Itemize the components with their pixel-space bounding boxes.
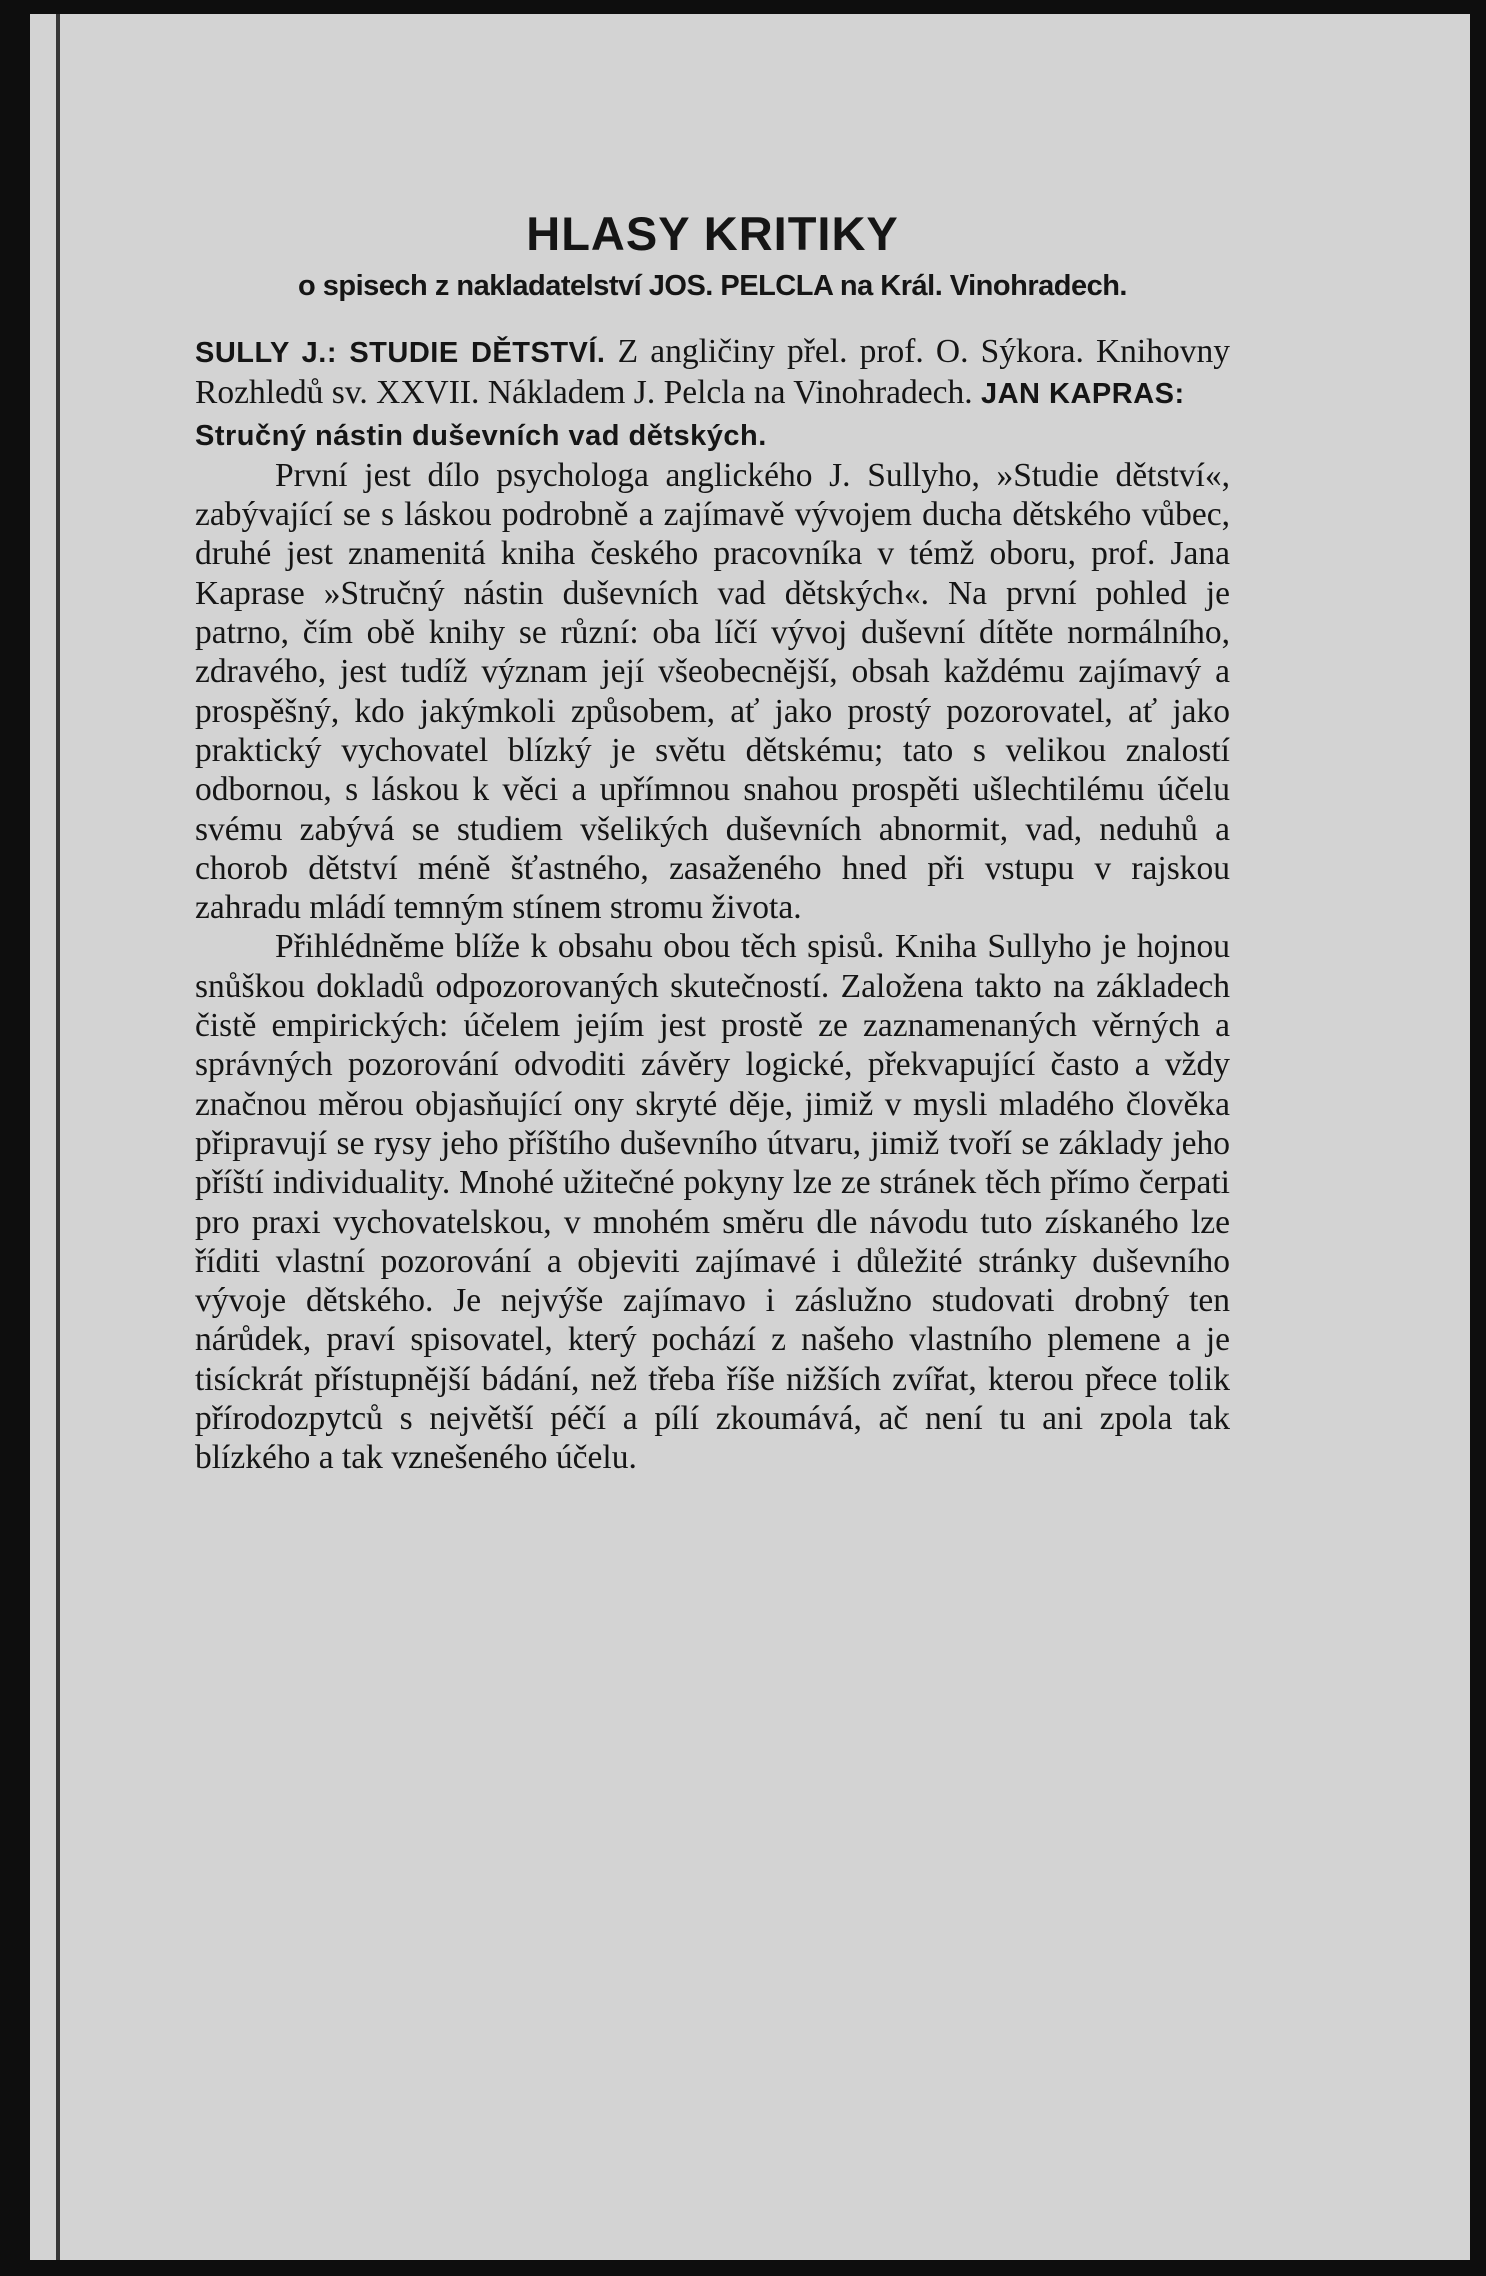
review-entry-heading <box>195 332 1230 456</box>
page-content <box>195 204 1230 1478</box>
entry-bibliography: Z angličiny přel. prof. O. Sýkora. Knihovny Rozhledů sv. XXVII. Nákladem J. Pelcla na Vinohradech. <box>195 333 1230 412</box>
scanned-page <box>30 14 1470 2260</box>
entry-author-work: SULLY J.: STUDIE DĚTSTVÍ. <box>195 337 606 369</box>
binding-edge <box>56 14 60 2260</box>
entry-second-title: Stručný nástin duševních vad dětských. <box>195 419 767 452</box>
page-title: HLASY KRITIKY <box>526 207 899 260</box>
entry-second-author: JAN KAPRAS: <box>980 378 1185 411</box>
body-paragraph: První jest dílo psychologa anglického J. Sullyho, »Studie dětství«, zabývající se s láskou podrobně a zajímavě vývojem ducha dětského vůbec, druhé jest znamenitá kniha českého pracovníka v témž oboru, prof. Jana Kaprase »Stručný nástin duševních vad dětských«. Na první pohled je patrno, čím obě knihy se různí: oba líčí vývoj duševní dítěte normálního, zdravého, jest tudíž význam její všeobecnější, obsah každému zajímavý a prospěšný, kdo jakýmkoli způsobem, ať jako prostý pozorovatel, ať jako praktický vychovatel blízký je světu dětskému; tato s velikou znalostí odbornou, s láskou k věci a upřímnou snahou prospěti ušlechtilému účelu svému zabývá se studiem všelikých duševních abnormit, vad, neduhů a chorob dětství méně šťastného, zasaženého hned při vstupu v rajskou zahradu mládí temným stínem stromu života. <box>195 456 1230 927</box>
body-paragraph: Přihlédněme blíže k obsahu obou těch spisů. Kniha Sullyho je hojnou snůškou dokladů odpozorovaných skutečností. Založena takto na základech čistě empirických: účelem jejím jest prostě ze zaznamenaných věrných a správných pozorování odvoditi závěry logické, překvapující často a vždy značnou měrou objasňující ony skryté děje, jimiž v mysli mladého člověka připravují se rysy jeho příštího duševního útvaru, jimiž tvoří se základy jeho příští individuality. Mnohé užitečné pokyny lze ze stránek těch přímo čerpati pro praxi vychovatelskou, v mnohém směru dle návodu tuto získaného lze říditi vlastní pozorování a objeviti zajímavé i důležité stránky duševního vývoje dětského. Je nejvýše zajímavo i záslužno studovati drobný ten nárůdek, praví spisovatel, který pochází z našeho vlastního plemene a je tisíckrát přístupnější bádání, než třeba říše nižších zvířat, kterou přece tolik přírodozpytců s největší péčí a pílí zkoumává, ač není tu ani zpola tak blízkého a tak vznešeného účelu. <box>195 928 1230 1477</box>
page-subtitle: o spisech z nakladatelství JOS. PELCLA na Král. Vinohradech. <box>298 270 1127 302</box>
